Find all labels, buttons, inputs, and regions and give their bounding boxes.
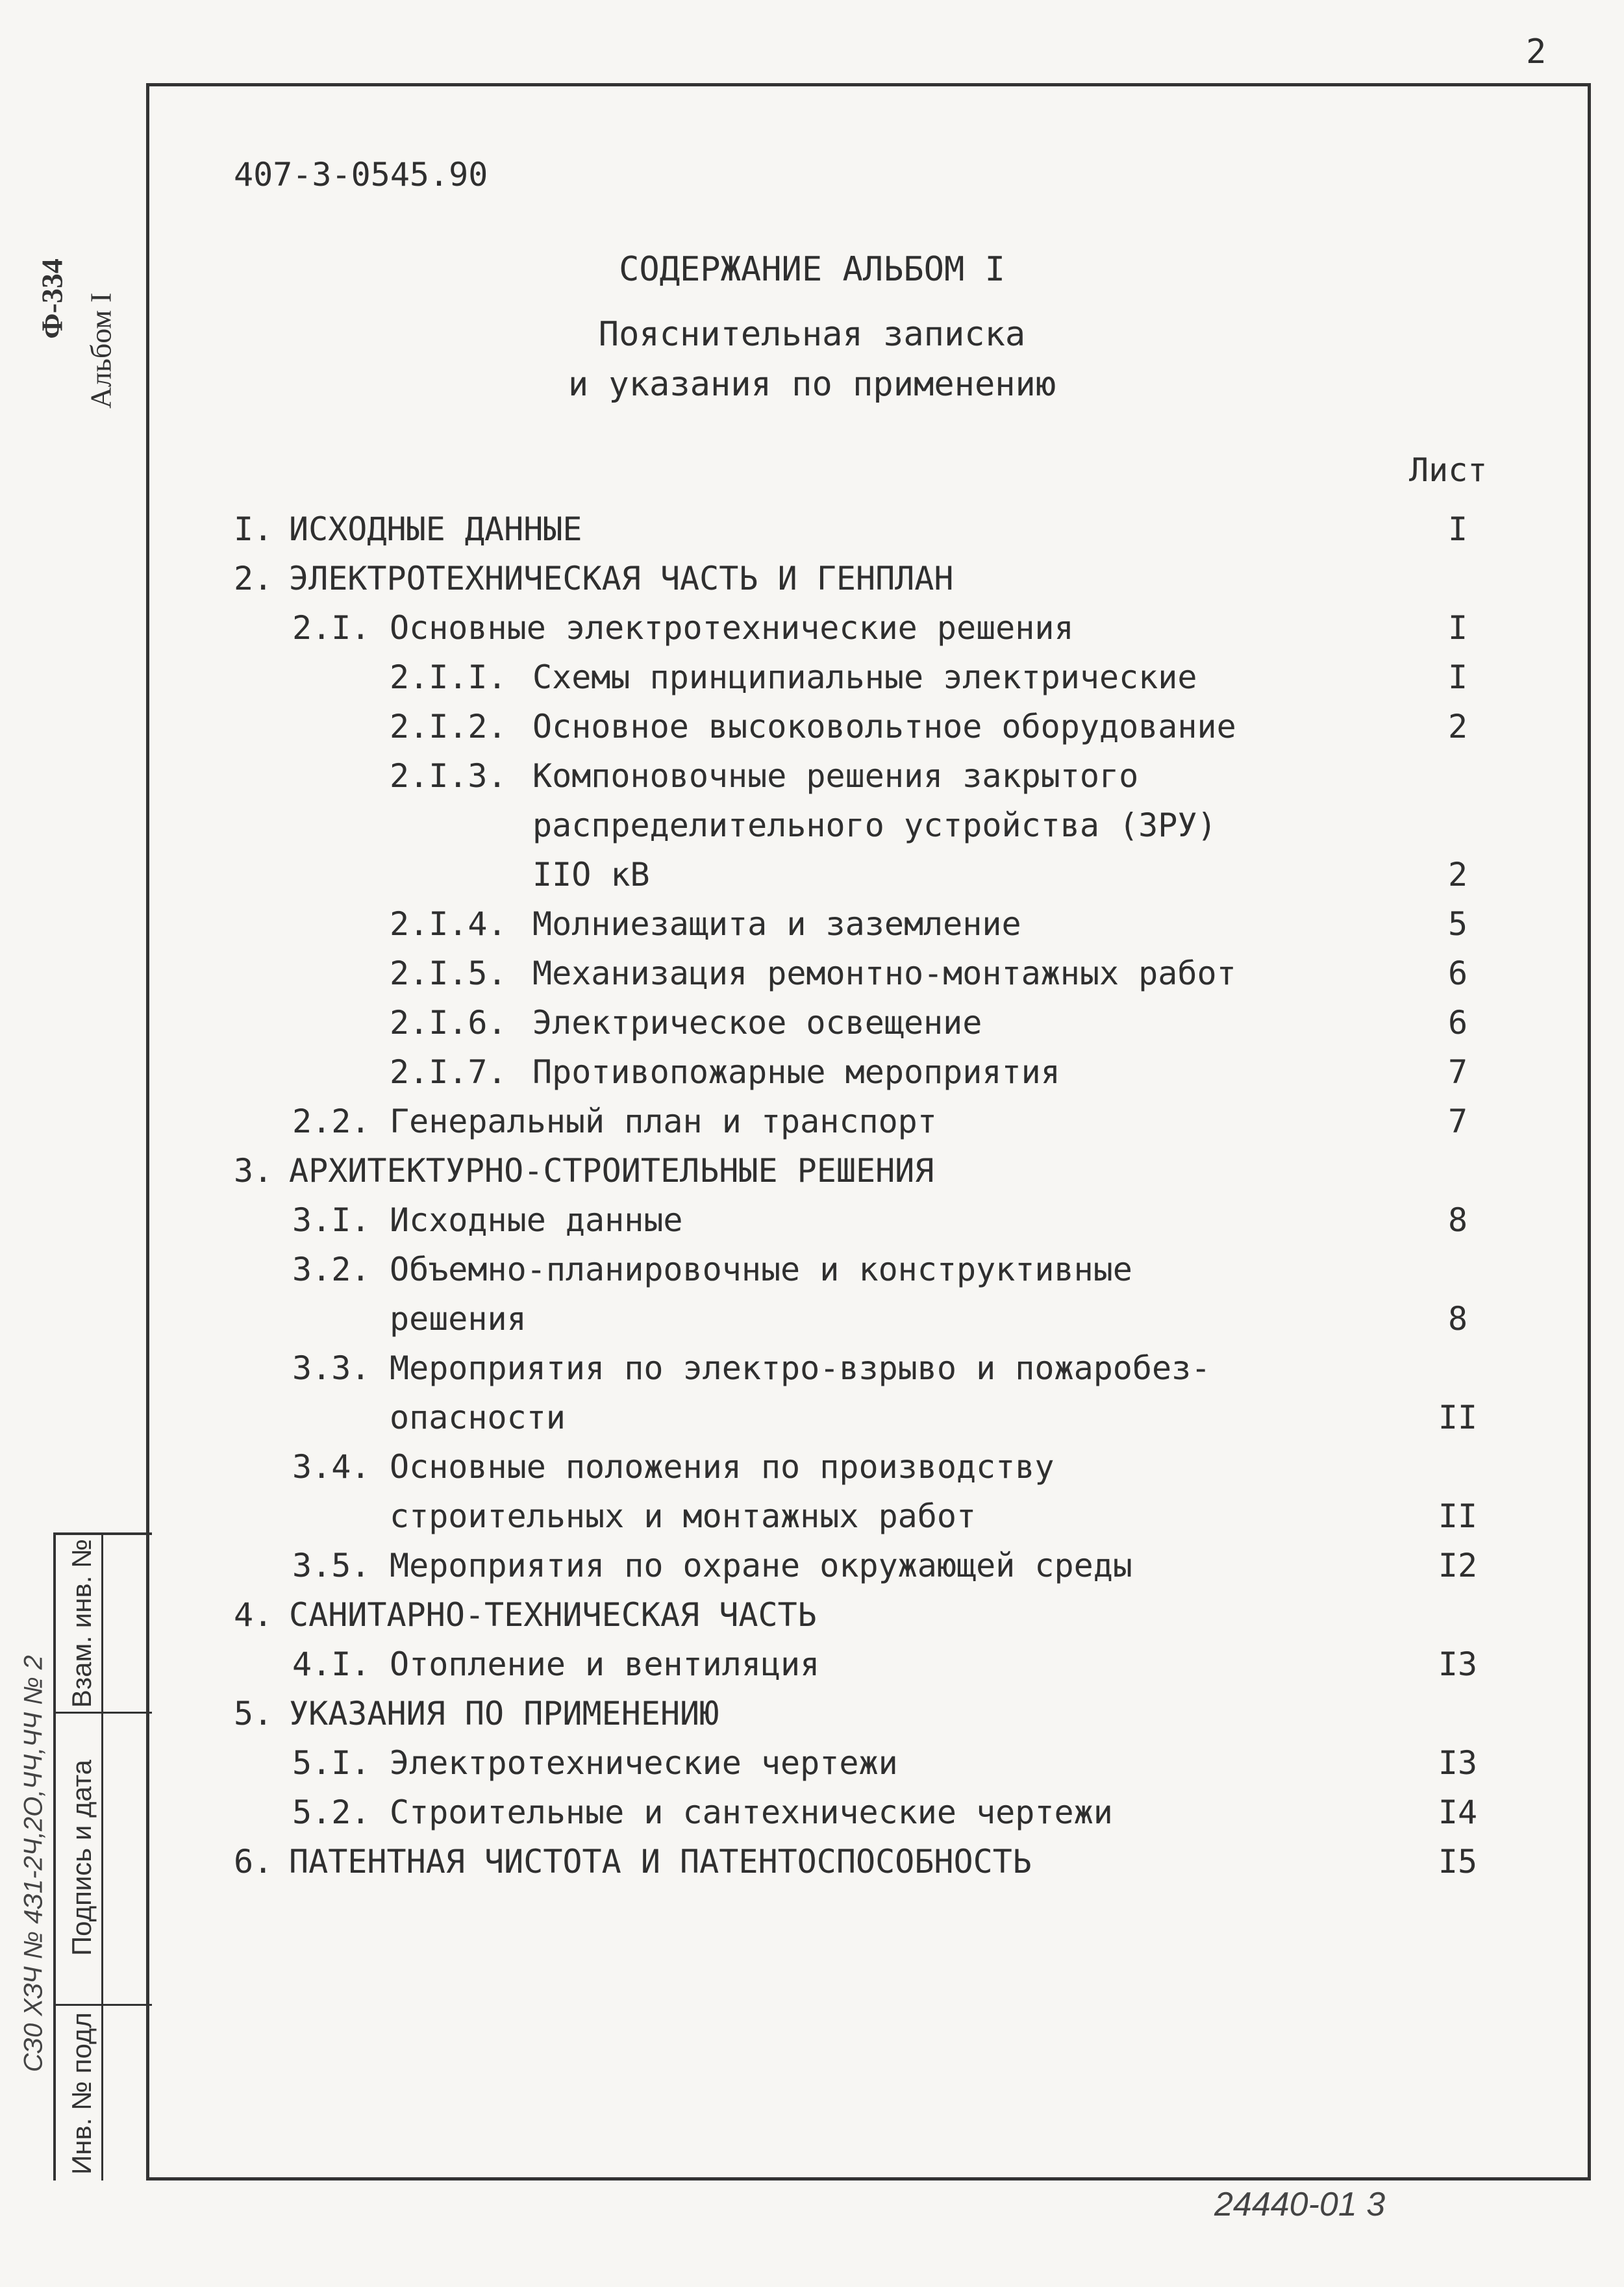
toc-page: II xyxy=(1438,1497,1478,1535)
toc-title: Противопожарные мероприятия xyxy=(532,1053,1060,1091)
toc-row xyxy=(0,1645,1624,1684)
toc-row xyxy=(0,1349,1624,1388)
toc-page: I2 xyxy=(1438,1547,1478,1584)
toc-title: ИСХОДНЫЕ ДАННЫЕ xyxy=(289,510,582,548)
toc-row xyxy=(0,1497,1624,1536)
toc-row xyxy=(0,1053,1624,1092)
toc-title: Объемно-планировочные и конструктивные xyxy=(390,1251,1132,1288)
toc-row xyxy=(0,954,1624,993)
toc-title: ПАТЕНТНАЯ ЧИСТОТА И ПАТЕНТОСПОСОБНОСТЬ xyxy=(289,1843,1032,1881)
toc-number: 3.3. xyxy=(292,1349,371,1387)
toc-row xyxy=(0,1151,1624,1190)
toc-number: 6. xyxy=(234,1843,273,1881)
subtitle-line-1: Пояснительная записка xyxy=(598,315,1026,354)
toc-number: 5.I. xyxy=(292,1744,371,1782)
toc-number: 2.I.6. xyxy=(390,1004,507,1042)
toc-row xyxy=(0,1102,1624,1141)
footer-handwritten-number: 24440-01 3 xyxy=(1214,2186,1386,2223)
toc-title: Основные электротехнические решения xyxy=(390,609,1074,647)
toc-row xyxy=(0,905,1624,944)
toc-number: 4.I. xyxy=(292,1645,371,1683)
toc-row xyxy=(0,806,1624,845)
toc-number: 3. xyxy=(234,1152,273,1190)
toc-number: 2.I.7. xyxy=(390,1053,507,1091)
toc-row xyxy=(0,1546,1624,1585)
toc-title: опасности xyxy=(390,1399,566,1436)
toc-number: 2. xyxy=(234,560,273,597)
toc-title: Исходные данные xyxy=(390,1201,683,1239)
toc-row xyxy=(0,1201,1624,1240)
toc-title: Механизация ремонтно-монтажных работ xyxy=(532,955,1236,992)
toc-row xyxy=(0,1299,1624,1338)
toc-title: Отопление и вентиляция xyxy=(390,1645,820,1683)
stamp-label-original-inventory: Инв. № подл xyxy=(66,2012,97,2175)
toc-title: Мероприятия по охране окружающей среды xyxy=(390,1547,1132,1584)
toc-row xyxy=(0,1694,1624,1733)
toc-page: I4 xyxy=(1438,1793,1478,1831)
toc-row xyxy=(0,1842,1624,1881)
toc-number: 2.I.2. xyxy=(390,708,507,745)
toc-row xyxy=(0,1250,1624,1289)
toc-page: I5 xyxy=(1438,1843,1478,1881)
toc-title: Генеральный план и транспорт xyxy=(390,1103,937,1140)
toc-row xyxy=(0,1398,1624,1437)
toc-title: решения xyxy=(390,1300,527,1338)
toc-page: I3 xyxy=(1438,1744,1478,1782)
toc-row xyxy=(0,756,1624,795)
toc-page: 6 xyxy=(1447,1004,1468,1042)
toc-row xyxy=(0,1595,1624,1634)
toc-number: 2.I.4. xyxy=(390,905,507,943)
toc-row xyxy=(0,658,1624,697)
toc-number: 4. xyxy=(234,1596,273,1634)
toc-number: 5. xyxy=(234,1695,273,1732)
toc-title: Электротехнические чертежи xyxy=(390,1744,898,1782)
toc-title: Схемы принципиальные электрические xyxy=(532,658,1197,696)
toc-row xyxy=(0,1793,1624,1832)
toc-row xyxy=(0,1743,1624,1782)
subtitle-line-2: и указания по применению xyxy=(568,365,1056,404)
album-label: Альбом I xyxy=(84,292,118,409)
toc-page: 7 xyxy=(1447,1053,1468,1091)
toc-row xyxy=(0,707,1624,746)
toc-number: 3.5. xyxy=(292,1547,371,1584)
toc-title: Компоновочные решения закрытого xyxy=(532,757,1139,795)
form-code: Ф-334 xyxy=(35,258,69,339)
toc-row xyxy=(0,510,1624,549)
toc-page: I3 xyxy=(1438,1645,1478,1683)
toc-number: 2.I. xyxy=(292,609,371,647)
toc-title: Основное высоковольтное оборудование xyxy=(532,708,1236,745)
toc-page: 5 xyxy=(1447,905,1468,943)
toc-page: I xyxy=(1447,609,1468,647)
toc-row xyxy=(0,855,1624,894)
toc-number: 3.I. xyxy=(292,1201,371,1239)
toc-page: I xyxy=(1447,658,1468,696)
toc-title: САНИТАРНО-ТЕХНИЧЕСКАЯ ЧАСТЬ xyxy=(289,1596,817,1634)
toc-title: распределительного устройства (ЗРУ) xyxy=(532,806,1217,844)
toc-title: АРХИТЕКТУРНО-СТРОИТЕЛЬНЫЕ РЕШЕНИЯ xyxy=(289,1152,934,1190)
toc-number: 2.2. xyxy=(292,1103,371,1140)
toc-title: строительных и монтажных работ xyxy=(390,1497,977,1535)
stamp-divider xyxy=(56,2004,152,2006)
toc-title: Строительные и сантехнические чертежи xyxy=(390,1793,1113,1831)
toc-page: 8 xyxy=(1447,1201,1468,1239)
toc-row xyxy=(0,1447,1624,1486)
page-title: СОДЕРЖАНИЕ АЛЬБОМ I xyxy=(619,250,1005,289)
toc-number: 2.I.5. xyxy=(390,955,507,992)
toc-title: УКАЗАНИЯ ПО ПРИМЕНЕНИЮ xyxy=(289,1695,719,1732)
stamp-divider xyxy=(56,1712,152,1714)
toc-title: Мероприятия по электро-взрыво и пожаробез- xyxy=(390,1349,1211,1387)
toc-number: 2.I.3. xyxy=(390,757,507,795)
toc-page: 6 xyxy=(1447,955,1468,992)
toc-page: 7 xyxy=(1447,1103,1468,1140)
toc-title: Молниезащита и заземление xyxy=(532,905,1021,943)
page-number: 2 xyxy=(1526,32,1547,71)
toc-page: I xyxy=(1447,510,1468,548)
stamp-divider xyxy=(101,1535,103,2181)
toc-page: 2 xyxy=(1447,708,1468,745)
toc-page: 8 xyxy=(1447,1300,1468,1338)
toc-row xyxy=(0,608,1624,647)
document-code: 407-3-0545.90 xyxy=(234,156,488,194)
toc-number: I. xyxy=(234,510,273,548)
approval-stamp-box xyxy=(53,1532,152,2181)
toc-title: IIО кВ xyxy=(532,856,650,894)
toc-row xyxy=(0,1003,1624,1042)
toc-number: 5.2. xyxy=(292,1793,371,1831)
handwritten-side-note: СЗ0 ХЗЧ № 4З1-2Ч,2О,ЧЧ,ЧЧ № 2 xyxy=(19,1655,48,2073)
toc-row xyxy=(0,559,1624,598)
toc-title: ЭЛЕКТРОТЕХНИЧЕСКАЯ ЧАСТЬ И ГЕНПЛАН xyxy=(289,560,954,597)
toc-number: 2.I.I. xyxy=(390,658,507,696)
toc-number: 3.4. xyxy=(292,1448,371,1486)
sheet-column-header: Лист xyxy=(1409,451,1488,489)
stamp-label-signature-date: Подпись и дата xyxy=(66,1759,97,1956)
toc-title: Электрическое освещение xyxy=(532,1004,982,1042)
toc-page: II xyxy=(1438,1399,1478,1436)
stamp-label-replacement-inventory: Взам. инв. № xyxy=(66,1538,97,1708)
toc-page: 2 xyxy=(1447,856,1468,894)
toc-title: Основные положения по производству xyxy=(390,1448,1055,1486)
toc-number: 3.2. xyxy=(292,1251,371,1288)
